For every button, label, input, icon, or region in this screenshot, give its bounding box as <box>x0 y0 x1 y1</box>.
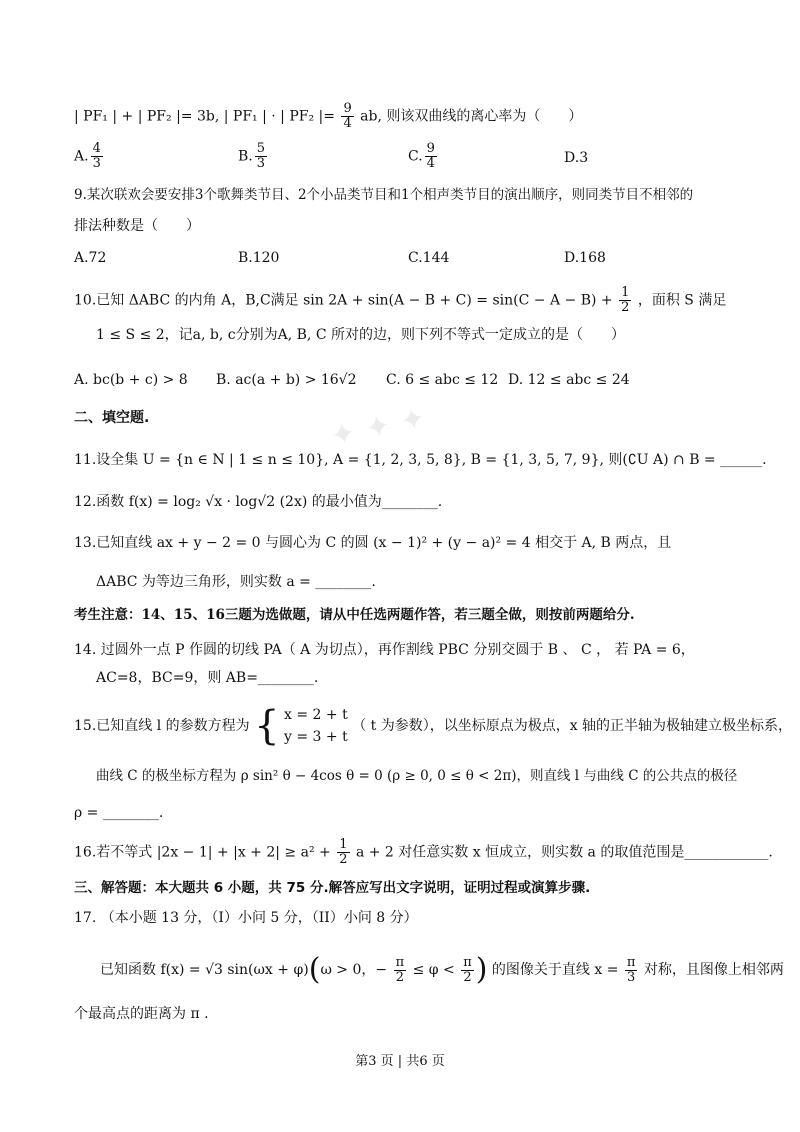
q14-line1: 14. 过圆外一点 P 作圆的切线 PA（ A 为切点），再作割线 PBC 分别交圆于 B 、 C ， 若 PA = 6， <box>74 642 695 658</box>
q8-option-c: C. $\frac{9}{4}$ <box>408 141 435 171</box>
section-solution-heading: 三、解答题：本大题共 6 小题，共 75 分.解答应写出文字说明，证明过程或演算步骤. <box>74 880 591 896</box>
q10-option-c: C. 6 ≤ abc ≤ 12 <box>386 372 499 388</box>
q17-line2: 个最高点的距离为 π . <box>74 1006 209 1022</box>
watermark: ✦ ✦ ✦ <box>327 400 429 455</box>
q13-line2: ΔABC 为等边三角形，则实数 a = ________. <box>96 574 376 590</box>
q9-option-c: C.144 <box>408 250 450 266</box>
q17-head: 17. （本小题 13 分，（I）小问 5 分，（II）小问 8 分） <box>74 910 418 926</box>
q13-line1: 13.已知直线 ax + y − 2 = 0 与圆心为 C 的圆 (x − 1)² + (y − a)² = 4 相交于 A, B 两点，且 <box>74 535 672 551</box>
q17-line1: 已知函数 f(x) = √3 sin(ωx + φ)(ω > 0，− $\frac{\pi}{2}$ ≤ φ < $\frac{\pi}{2}$ ) 的图像关于直线 x = $\frac{\pi}{3}$ 对称，且图像上相邻两 <box>100 952 784 987</box>
q8-condition: | PF₁ | + | PF₂ |= 3b, | PF₁ | · | PF₂ |= $\frac{9}{4}$ ab, 则该双曲线的离心率为（ ） <box>74 101 583 131</box>
q11: 11.设全集 U = {n ∈ N | 1 ≤ n ≤ 10}, A = {1, 2, 3, 5, 8}, B = {1, 3, 5, 7, 9}, 则(∁U A) ∩ B = ______. <box>74 452 767 468</box>
q9-line2: 排法种数是（ ） <box>74 218 200 234</box>
q9-option-d: D.168 <box>564 250 606 266</box>
q9-option-b: B.120 <box>238 250 280 266</box>
q9-line1: 9.某次联欢会要安排3个歌舞类节目、2个小品类节目和1个相声类节目的演出顺序，则同类节目不相邻的 <box>74 187 694 203</box>
elective-note: 考生注意：14、15、16三题为选做题，请从中任选两题作答，若三题全做，则按前两题给分. <box>74 607 635 623</box>
q15-line3: ρ = ________. <box>74 805 164 821</box>
q10-option-b: B. ac(a + b) > 16√2 <box>216 372 357 388</box>
q8-option-a: A. $\frac{4}{3}$ <box>74 141 101 171</box>
section-fill-in-heading: 二、填空题. <box>74 410 150 426</box>
q10-option-a: A. bc(b + c) > 8 <box>74 372 188 388</box>
q8-option-d: D.3 <box>564 150 589 166</box>
q16: 16.若不等式 |2x − 1| + |x + 2| ≥ a² + $\frac{1}{2}$ a + 2 对任意实数 x 恒成立，则实数 a 的取值范围是____________. <box>74 837 773 867</box>
q14-line2: AC=8，BC=9，则 AB=________. <box>96 670 319 686</box>
left-brace: { <box>254 703 280 749</box>
q10-line2: 1 ≤ S ≤ 2，记a, b, c分别为A, B, C 所对的边，则下列不等式一定成立的是（ ） <box>96 327 625 343</box>
q9-option-a: A.72 <box>74 250 107 266</box>
q10-option-d: D. 12 ≤ abc ≤ 24 <box>508 372 630 388</box>
q10-line1: 10.已知 ΔABC 的内角 A，B,C满足 sin 2A + sin(A − B + C) = sin(C − A − B) + $\frac{1}{2}$ ，面积 S 满足 <box>74 285 727 315</box>
q15-line1: 15.已知直线 l 的参数方程为 { x = 2 + t y = 3 + t （ t 为参数），以坐标原点为极点，x 轴的正半轴为极轴建立极坐标系， <box>74 703 793 749</box>
q12: 12.函数 f(x) = log₂ √x · log√2 (2x) 的最小值为________. <box>74 494 443 510</box>
q15-line2: 曲线 C 的极坐标方程为 ρ sin² θ − 4cos θ = 0 (ρ ≥ 0, 0 ≤ θ < 2π)，则直线 l 与曲线 C 的公共点的极径 <box>96 768 738 784</box>
page-footer: 第3 页 | 共6 页 <box>355 1054 445 1069</box>
q8-option-b: B. $\frac{5}{3}$ <box>238 141 266 171</box>
